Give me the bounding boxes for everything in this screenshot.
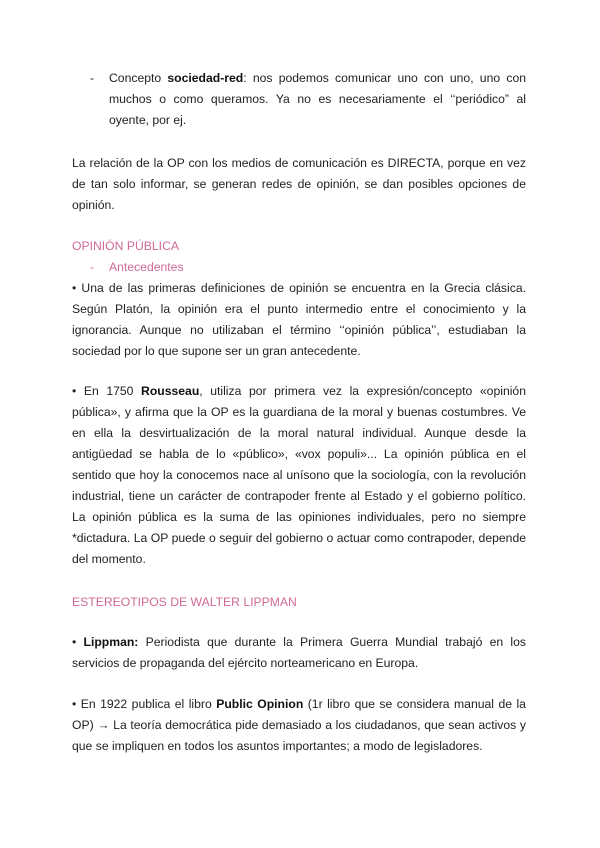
paragraph-public-opinion: • En 1922 publica el libro Public Opinion (1r libro que se considera manual de la OP) → La teoría democrática pide demasiado a los ciudadanos, que sean activos y que se impliquen en todos los asuntos importantes; a modo de legisladores.: [72, 697, 526, 753]
paragraph-lippman: • Lippman: Periodista que durante la Primera Guerra Mundial trabajó en los servicios de propaganda del ejército norteamericano en Europa.: [72, 635, 526, 670]
paragraph-relacion-op: La relación de la OP con los medios de comunicación es DIRECTA, porque en vez de tan solo informar, se generan redes de opinión, se dan posibles opciones de opinión.: [72, 156, 526, 212]
bullet-text: Concepto sociedad-red: nos podemos comunicar uno con uno, uno con muchos o como queramos. Ya no es necesariamente el ‘‘periódico” al oyente, por ej.: [109, 71, 527, 127]
paragraph-antecedentes: • Una de las primeras definiciones de opinión se encuentra en la Grecia clásica. Según Platón, la opinión era el punto intermedio entre el conocimiento y la ignorancia. Aunque no utilizaban el término ‘‘opinión pública’’, estudiaban la sociedad por lo que supone ser un gran antecedente.: [72, 281, 526, 358]
bold-term: sociedad-red: [167, 71, 244, 85]
paragraph-rousseau: • En 1750 Rousseau, utiliza por primera vez la expresión/concepto «opinión pública», y afirma que la OP es la guardiana de la moral y buenas costumbres. Ve en ella la desvirtualización de la moral natural individual. Aunque desde la antigüedad se habla de lo «público», «vox populi»... La opinión pública en el sentido que hoy la conocemos nace al unísono que la sociología, con la revolución industrial, tiene un carácter de contrapoder frente al Estado y el gobierno político. La opinión pública es la suma de las opiniones individuales, pero no siempre *dictadura. La OP puede o seguir del gobierno o actuar como contrapoder, depende del momento.: [72, 384, 526, 566]
bold-term: Rousseau: [141, 384, 200, 398]
subheading-dash: -: [90, 260, 95, 274]
subheading-antecedentes: [90, 257, 526, 278]
bold-term: Public Opinion: [216, 697, 304, 711]
section-heading-opinion-publica: OPINIÓN PÚBLICA: [72, 239, 180, 253]
section-heading-estereotipos: ESTEREOTIPOS DE WALTER LIPPMAN: [72, 595, 297, 609]
subheading-text: Antecedentes: [109, 260, 184, 274]
bullet-dash: -: [90, 71, 95, 85]
bullet-sociedad-red: [90, 68, 526, 131]
bold-term: Lippman:: [83, 635, 139, 649]
